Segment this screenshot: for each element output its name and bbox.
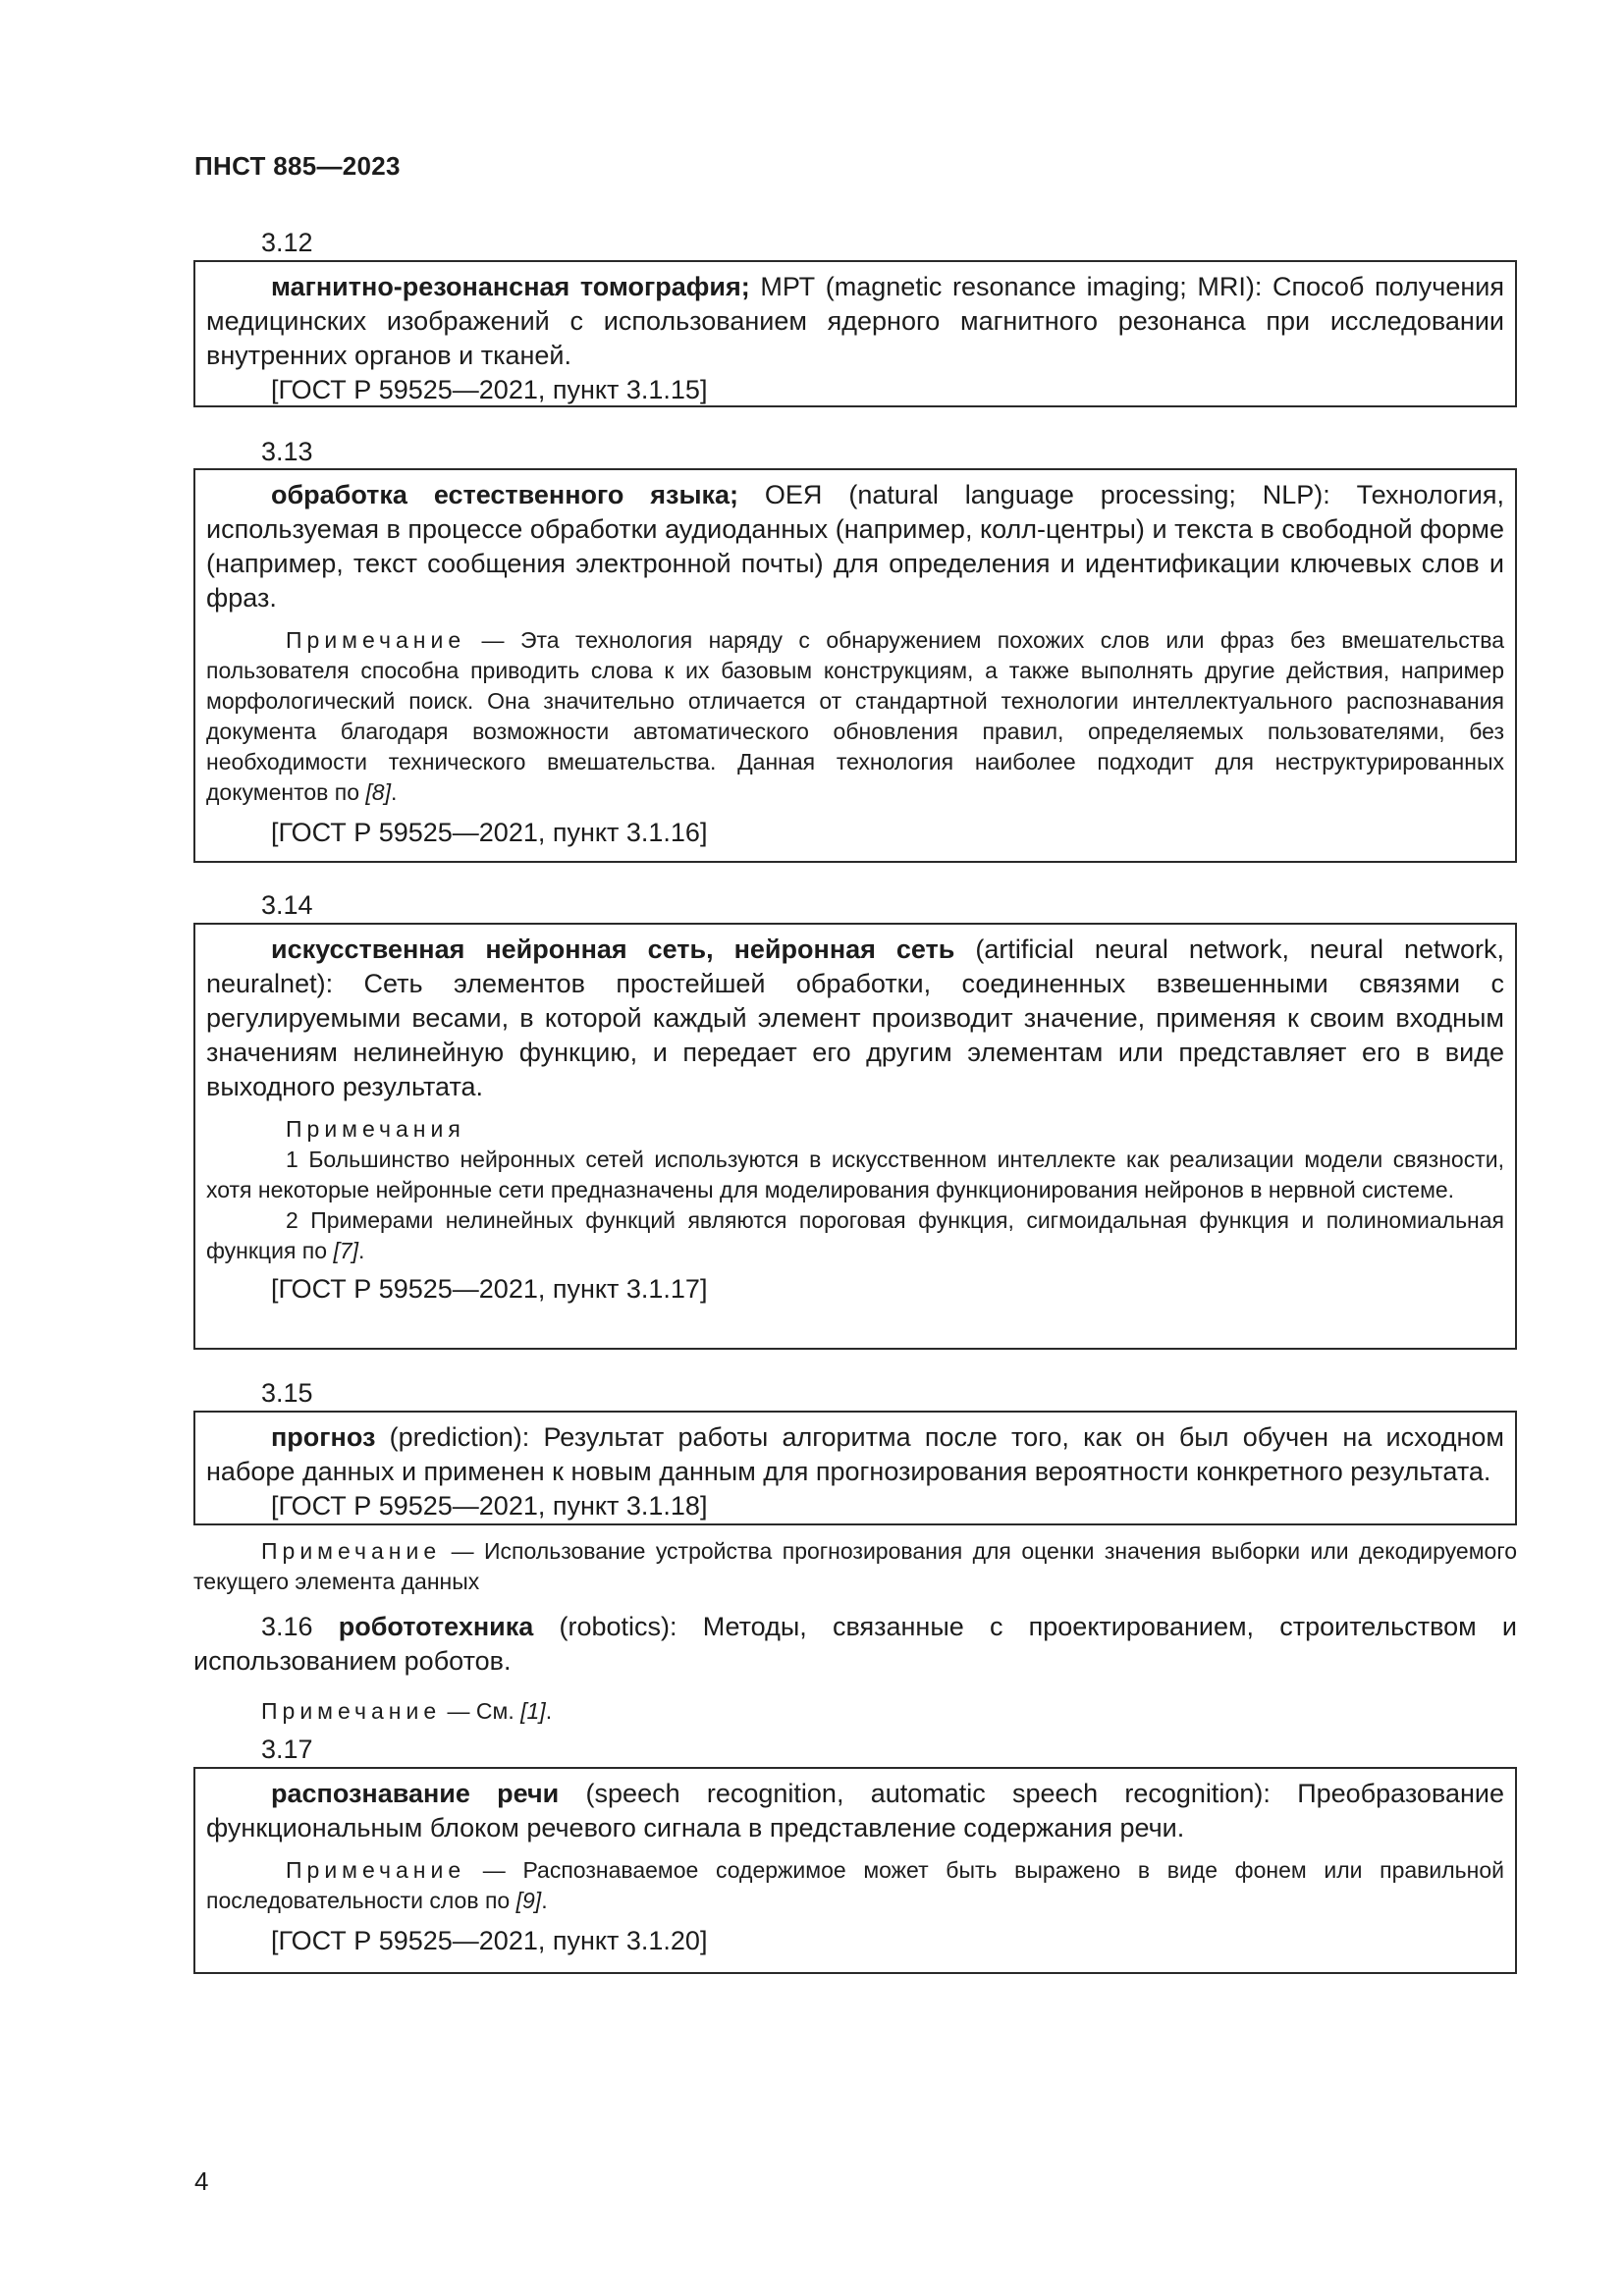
document-header: ПНСТ 885—2023	[194, 151, 401, 181]
term-definition	[206, 270, 1504, 373]
term-source: [ГОСТ Р 59525—2021, пункт 3.1.18]	[271, 1491, 708, 1521]
term-title: распознавание речи	[271, 1779, 560, 1808]
term-definition	[193, 1610, 1517, 1679]
term-box-3-13	[193, 468, 1517, 863]
term-title: робототехника	[338, 1612, 534, 1641]
term-title: искусственная нейронная сеть, нейронная сеть	[271, 934, 955, 964]
term-definition-text: ОЕЯ (natural language processing; NLP): Технология, используемая в процессе обработки аудиоданных (например, колл-центры) и текста в свободной форме (например, текст сообщения электронной почты) для определения и идентификации ключевых слов и фраз.	[206, 480, 1505, 613]
note-reference: [9]	[515, 1888, 542, 1913]
note-reference: [1]	[520, 1698, 546, 1724]
term-note: Примечание — См. [1].	[261, 1698, 553, 1724]
term-source: [ГОСТ Р 59525—2021, пункт 3.1.16]	[271, 818, 708, 847]
note-text: — Распознаваемое содержимое может быть выражено в виде фонем или правильной последовательности слов по	[206, 1857, 1504, 1913]
term-number-3-15: 3.15	[261, 1378, 313, 1408]
term-box-3-12	[193, 260, 1517, 407]
term-definition-text: (artificial neural network, neural network, neuralnet): Сеть элементов простейшей обработки, соединенных взвешенными связями с регулируемыми весами, в которой каждый элемент производит значение, применяя к своим входным значениям нелинейную функцию, и передает его другим элементам или представляет его в виде выходного результата.	[206, 934, 1504, 1101]
term-number-3-17: 3.17	[261, 1735, 313, 1764]
note-text: — Использование устройства прогнозирования для оценки значения выборки или декодируемого текущего элемента данных	[193, 1538, 1517, 1594]
note-label: Примечание	[286, 627, 466, 653]
term-note	[193, 1536, 1517, 1597]
term-title: обработка естественного языка;	[271, 480, 739, 509]
term-definition	[206, 1420, 1504, 1489]
term-source: [ГОСТ Р 59525—2021, пункт 3.1.15]	[271, 375, 708, 404]
note-reference: [8]	[365, 779, 391, 805]
term-definition-text: МРТ (magnetic resonance imaging; MRI): Способ получения медицинских изображений с использованием ядерного магнитного резонанса при исследовании внутренних органов и тканей.	[206, 272, 1504, 370]
term-note-1: 1 Большинство нейронных сетей используются в искусственном интеллекте как реализации модели связности, хотя некоторые нейронные сети предназначены для моделирования функционирования нейронов в нервной системе.	[206, 1147, 1504, 1202]
note-text: — См.	[441, 1698, 521, 1724]
term-definition	[206, 1777, 1504, 1845]
term-definition-text: (prediction): Результат работы алгоритма после того, как он был обучен на исходном наборе данных и применен к новым данным для прогнозирования вероятности конкретного результата.	[206, 1422, 1504, 1486]
term-definition	[206, 478, 1504, 615]
term-note-2: 2 Примерами нелинейных функций являются пороговая функция, сигмоидальная функция и полиномиальная функция по [7].	[206, 1207, 1504, 1263]
term-note-3-15	[193, 1536, 1517, 1597]
note-text: — Эта технология наряду с обнаружением похожих слов или фраз без вмешательства пользователя способна приводить слова к их базовым конструкциям, а также выполнять другие действия, например морфологический поиск. Она значительно отличается от стандартной технологии интеллектуального распознавания документа благодаря возможности автоматического обновления правил, определяемых пользователями, без необходимости технического вмешательства. Данная технология наиболее подходит для неструктурированных документов по	[206, 627, 1504, 805]
note-label: Примечание	[261, 1538, 442, 1564]
term-note: Примечание — Эта технология наряду с обнаружением похожих слов или фраз без вмешательства пользователя способна приводить слова к их базовым конструкциям, а также выполнять другие действия, например морфологический поиск. Она значительно отличается от стандартной технологии интеллектуального распознавания документа благодаря возможности автоматического обновления правил, определяемых пользователями, без необходимости технического вмешательства. Данная технология наиболее подходит для неструктурированных документов по [8].	[206, 627, 1504, 805]
term-definition-text: (speech recognition, automatic speech recognition): Преобразование функциональным блоком речевого сигнала в представление содержания речи.	[206, 1779, 1504, 1842]
term-box-3-15	[193, 1411, 1517, 1525]
term-definition	[206, 933, 1504, 1104]
term-number-3-13: 3.13	[261, 437, 313, 466]
note-label: Примечание	[261, 1698, 442, 1724]
term-title: прогноз	[271, 1422, 376, 1452]
term-3-16	[193, 1610, 1517, 1727]
notes-label: Примечания	[286, 1116, 465, 1142]
term-source: [ГОСТ Р 59525—2021, пункт 3.1.20]	[271, 1926, 708, 1955]
term-number-3-12: 3.12	[261, 228, 313, 257]
term-source: [ГОСТ Р 59525—2021, пункт 3.1.17]	[271, 1274, 708, 1304]
term-number: 3.16	[261, 1612, 313, 1641]
term-title: магнитно-резонансная томография;	[271, 272, 750, 301]
page-number: 4	[194, 2166, 209, 2196]
term-box-3-17	[193, 1767, 1517, 1974]
term-box-3-14	[193, 923, 1517, 1350]
term-number-3-14: 3.14	[261, 890, 313, 920]
term-definition-text: (robotics): Методы, связанные с проектированием, строительством и использованием роботов.	[193, 1612, 1517, 1676]
note-reference: [7]	[333, 1238, 359, 1263]
term-note: Примечание — Распознаваемое содержимое может быть выражено в виде фонем или правильной последовательности слов по [9].	[206, 1857, 1504, 1913]
note-label: Примечание	[286, 1857, 466, 1883]
